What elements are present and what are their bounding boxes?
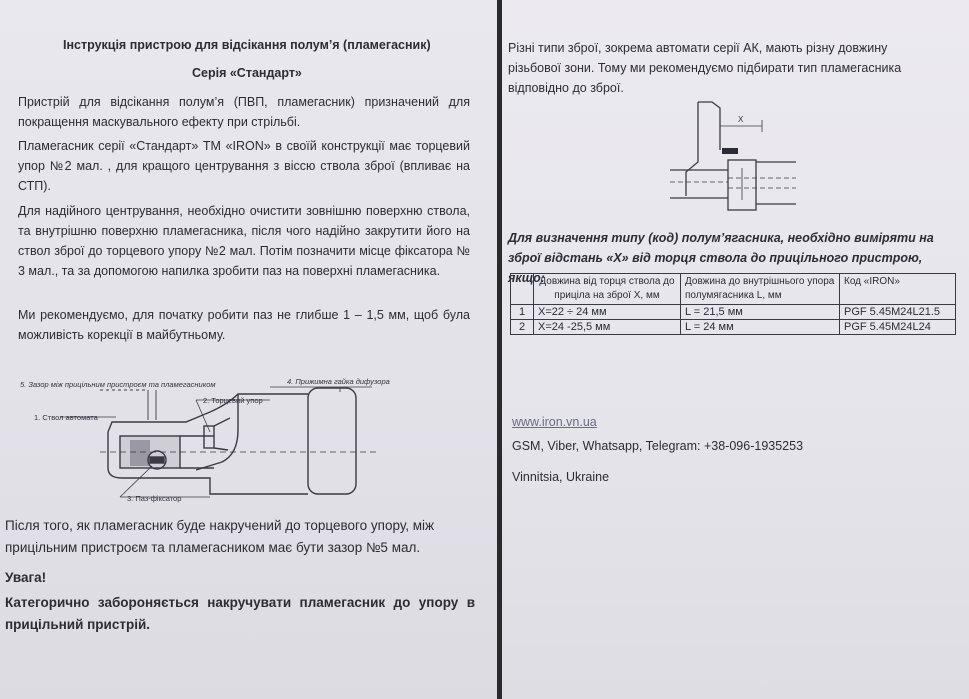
flash-hider-assembly-diagram (0, 370, 497, 505)
table-header-cell (511, 274, 534, 305)
table-header-cell: Довжина до внутрішнього упора полумягасника L, мм (681, 274, 840, 305)
right-instruction-page (502, 0, 969, 699)
label-barrel: 1. Ствол автомата (34, 413, 98, 422)
website-link[interactable]: www.iron.vn.ua (512, 415, 597, 429)
measurement-diagram (662, 100, 802, 220)
table-cell: X=24 -25,5 мм (534, 320, 681, 335)
contact-line: GSM, Viber, Whatsapp, Telegram: +38-096-1935253 (512, 439, 804, 453)
flash-hider-code-table (510, 273, 956, 335)
dimension-x-label: X (738, 115, 744, 124)
table-cell: L = 21,5 мм (681, 305, 840, 320)
table-cell: 2 (511, 320, 534, 335)
table-cell: 1 (511, 305, 534, 320)
table-cell: PGF 5.45M24L21.5 (840, 305, 956, 320)
table-header-row (511, 274, 956, 305)
table-row (511, 305, 956, 320)
instruction-title: Інструкція пристрою для відсікання полум’я (пламегасник) (63, 38, 431, 52)
paragraph-weapon-types: Різні типи зброї, зокрема автомати серії АК, мають різну довжину різьбової зони. Тому ми рекомендуємо підбирати тип пламегасника відповідно до зброї. (508, 41, 902, 95)
table-header-cell: Код «IRON» (840, 274, 956, 305)
paragraph-centering: Для надійного центрування, необхідно очистити зовнішню поверхню ствола, та внутрішню поверхню пламегасника, після чого надійно закрутити його на ствол зброї до торцевого упору №2 мал. Потім позначити місце фіксатора № 3 мал., та за допомогою напилка зробити паз на поверхні пламегасника. (18, 204, 470, 278)
table-cell: L = 24 мм (681, 320, 840, 335)
location-line: Vinnitsia, Ukraine (512, 470, 610, 484)
series-title: Серія «Стандарт» (192, 66, 302, 80)
warning-title: Увага! (5, 570, 47, 585)
paragraph-purpose: Пристрій для відсікання полум’я (ПВП, пламегасник) призначений для покращення маскувального ефекту при стрільбі. (18, 95, 470, 129)
paragraph-design: Пламегасник серії «Стандарт» ТМ «IRON» в своїй конструкції має торцевий упор №2 мал. , для кращого центрування з віссю ствола зброї (впливає на СТП). (18, 139, 470, 193)
measurement-instruction: Для визначення типу (код) полум’ягасника, необхідно виміряти на зброї відстань «Х» від торця ствола до прицільного пристрою, якщо: (508, 231, 934, 285)
warning-text: Категорично забороняється накручувати пламегасник до упору в прицільний пристрій. (5, 595, 475, 632)
paragraph-recommendation: Ми рекомендуємо, для початку робити паз не глибше 1 – 1,5 мм, щоб була можливість корекції в майбутньому. (18, 308, 470, 342)
label-nut: 4. Прижимна гайка дифузора (287, 377, 390, 386)
table-cell: X=22 ÷ 24 мм (534, 305, 681, 320)
label-stop: 2. Торцевий упор (203, 396, 263, 405)
table-row (511, 320, 956, 335)
table-header-cell: Довжина від торця ствола до приціла на зброї X, мм (534, 274, 681, 305)
table-cell: PGF 5.45M24L24 (840, 320, 956, 335)
label-fixator: 3. Паз-фіксатор (127, 494, 182, 503)
paragraph-gap: Після того, як пламегасник буде накручений до торцевого упору, між прицільним пристроєм та пламегасником має бути зазор №5 мал. (5, 518, 435, 555)
label-gap: 5. Зазор між прицільним пристроєм та пламегасником (20, 380, 216, 389)
